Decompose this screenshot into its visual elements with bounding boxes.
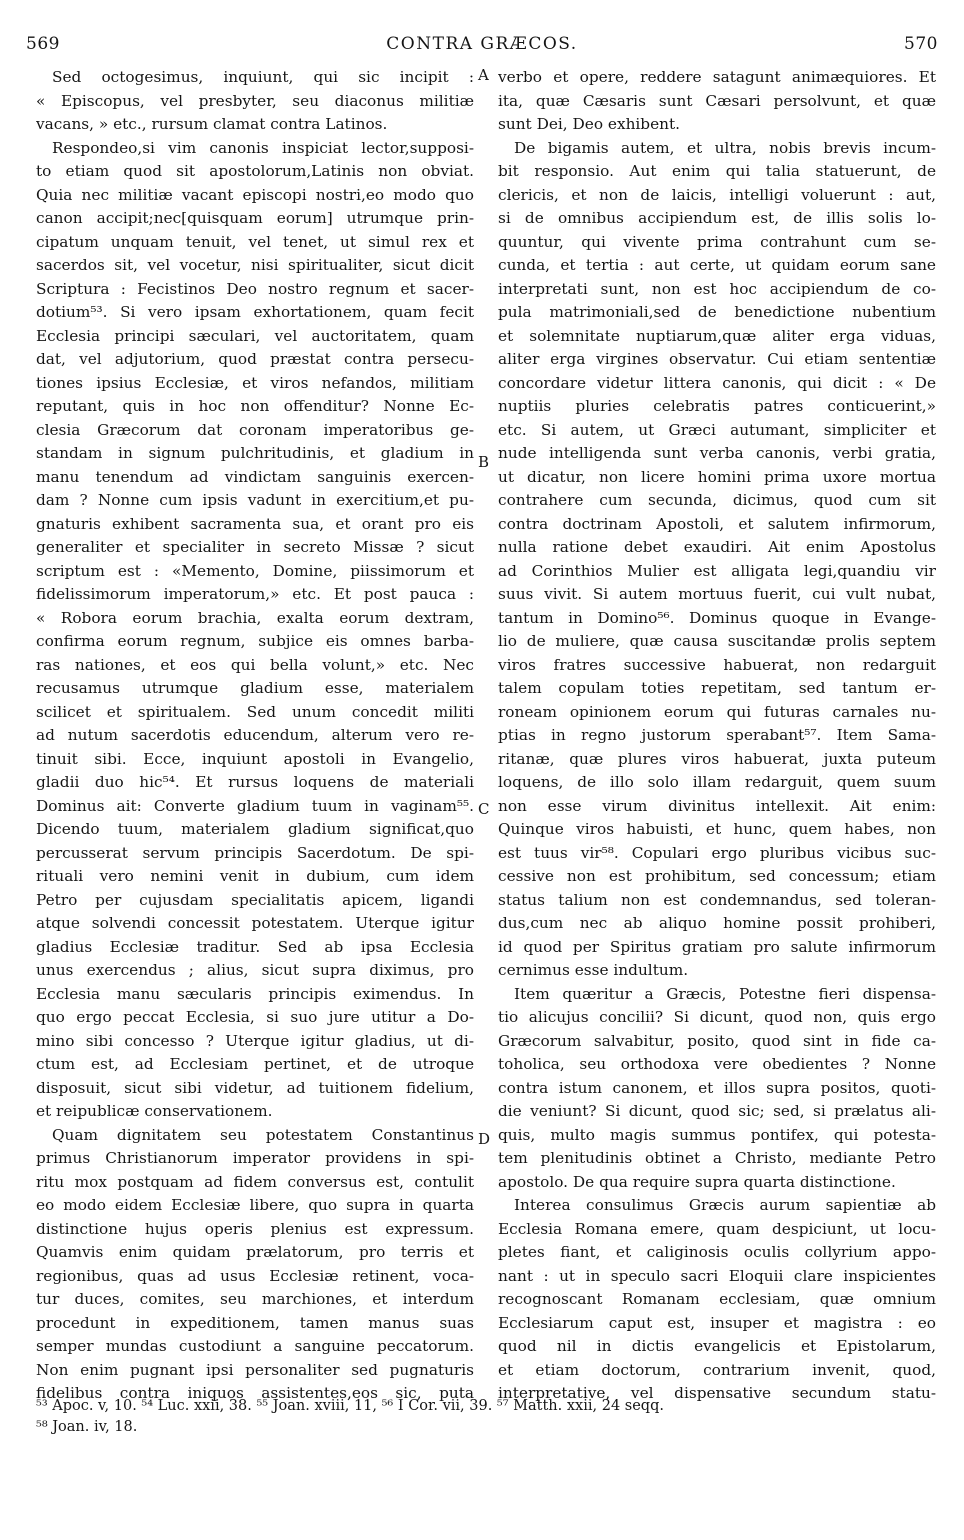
- text-line: Item quæritur a Græcis, Potestne fieri dispensa-: [514, 984, 936, 1003]
- text-line: et solemnitate nuptiarum,quæ aliter erga viduas,: [498, 326, 936, 345]
- text-line: mino sibi concesso ? Uterque igitur gladius, ut di-: [36, 1031, 474, 1050]
- text-line: Quam dignitatem seu potestatem Constantinus: [52, 1125, 474, 1144]
- text-line: procedunt in expeditionem, tamen manus suas: [36, 1313, 474, 1332]
- text-line: Quia nec militiæ vacant episcopi nostri,eo modo quo: [36, 185, 474, 204]
- text-line: viros fratres successive habuerat, non redarguit: [498, 655, 936, 674]
- text-line: Quamvis enim quidam prælatorum, pro terris et: [36, 1243, 474, 1261]
- text-line: manu tenendum ad vindictam sanguinis exercen-: [36, 467, 474, 486]
- page-number-left: 569: [26, 34, 60, 54]
- left-text-column: [36, 66, 474, 1406]
- running-title: CONTRA GRÆCOS.: [386, 34, 578, 54]
- text-line: etc. Si autem, ut Græci autumant, simpliciter et: [498, 420, 936, 439]
- page-number-right: 570: [904, 34, 938, 54]
- text-line: ut dicatur, non licere homini prima uxore mortua: [498, 467, 936, 486]
- text-line: De bigamis autem, et ultra, nobis brevis incum-: [514, 138, 936, 157]
- footnote-line: ⁵³ Apoc. v, 10. ⁵⁴ Luc. xxii, 38. ⁵⁵ Joan. xviii, 11, ⁵⁶ I Cor. vii, 39. ⁵⁷ Matth. xxii, 24 seqq.: [36, 1398, 664, 1414]
- text-line: ctum est, ad Ecclesiam pertinet, et de utroque: [36, 1055, 474, 1073]
- text-line: gladii duo hic⁵⁴. Et rursus loquens de materiali: [36, 773, 474, 791]
- text-line: Sed octogesimus, inquiunt, qui sic incipit :: [52, 68, 474, 86]
- text-line: bit responsio. Aut enim qui talia statuerunt, de: [498, 162, 936, 180]
- text-line: « Episcopus, vel presbyter, seu diaconus militiæ: [36, 91, 474, 110]
- text-line: ritanæ, quæ plures viros habuerat, juxta puteum: [498, 749, 936, 768]
- text-line: canon accipit;nec[quisquam eorum] utrumque prin-: [36, 209, 474, 227]
- text-line: verbo et opere, reddere satagunt animæquiores. Et: [498, 68, 936, 86]
- text-line: apostolo. De qua require supra quarta distinctione.: [498, 1172, 896, 1191]
- text-line: fidelissimorum imperatorum,» etc. Et post pauca :: [36, 585, 474, 603]
- margin-letter-a: A: [478, 66, 489, 84]
- text-line: atque solvendi concessit potestatem. Uterque igitur: [36, 914, 474, 932]
- text-line: tinuit sibi. Ecce, inquiunt apostoli in Evangelio,: [36, 749, 474, 768]
- text-line: toholica, seu orthodoxa vere obedientes ? Nonne: [498, 1055, 936, 1073]
- text-line: aliter erga virgines observatur. Cui etiam sententiæ: [498, 350, 936, 368]
- text-line: semper mundas custodiunt a sanguine peccatorum.: [36, 1337, 474, 1355]
- text-line: contra istum canonem, et illos supra positos, quoti-: [498, 1078, 936, 1097]
- text-line: nant : ut in speculo sacri Eloquii clare inspicientes: [498, 1266, 936, 1285]
- text-line: Dominus ait: Converte gladium tuum in vaginam⁵⁵.: [36, 796, 474, 815]
- text-line: est tuus vir⁵⁸. Copulari ergo pluribus vicibus suc-: [498, 843, 936, 862]
- text-line: recognoscant Romanam ecclesiam, quæ omnium: [498, 1290, 936, 1308]
- text-line: nulla ratione debet exaudiri. Ait enim Apostolus: [498, 538, 936, 556]
- text-line: tio alicujus concilii? Si dicunt, quod non, quis ergo: [498, 1008, 936, 1026]
- text-line: Respondeo,si vim canonis inspiciat lector,supposi-: [52, 138, 474, 157]
- text-line: et reipublicæ conservationem.: [36, 1102, 273, 1120]
- text-line: scilicet et spiritualem. Sed unum concedit militi: [36, 702, 474, 721]
- text-line: nuptiis pluries celebratis patres conticuerint,»: [498, 397, 936, 415]
- text-line: quuntur, qui vivente prima contrahunt cum se-: [498, 232, 936, 251]
- footnote-line: ⁵⁸ Joan. iv, 18.: [36, 1419, 138, 1435]
- text-line: ritu mox postquam ad fidem conversus est, contulit: [36, 1172, 474, 1191]
- text-line: sunt Dei, Deo exhibent.: [498, 115, 681, 133]
- text-line: percusserat servum principis Sacerdotum. De spi-: [36, 843, 474, 862]
- text-line: Græcorum salvabitur, posito, quod sint in fide ca-: [498, 1031, 936, 1050]
- text-line: tiones ipsius Ecclesiæ, et viros nefandos, militiam: [36, 373, 474, 392]
- text-line: loquens, de illo solo illam redarguit, quem suum: [498, 773, 936, 791]
- text-line: Petro per cujusdam specialitatis apicem, ligandi: [36, 890, 474, 909]
- text-line: confirma eorum regnum, subjice eis omnes barba-: [36, 632, 474, 650]
- text-line: dus,cum nec ab aliquo homine possit prohiberi,: [498, 914, 936, 932]
- text-line: Ecclesia manu sæcularis principis eximendus. In: [36, 984, 474, 1003]
- text-line: eo modo eidem Ecclesiæ libere, quo supra in quarta: [36, 1196, 474, 1214]
- text-line: Dicendo tuum, materialem gladium significat,quo: [36, 820, 474, 838]
- text-line: pula matrimoniali,sed de benedictione nubentium: [498, 303, 936, 321]
- text-line: die veniunt? Si dicunt, quod sic; sed, si prælatus ali-: [498, 1102, 936, 1120]
- text-line: Quinque viros habuisti, et hunc, quem habes, non: [498, 820, 936, 838]
- text-line: rituali vero nemini venit in dubium, cum idem: [36, 867, 474, 885]
- text-line: regionibus, quas ad usus Ecclesiæ retinent, voca-: [36, 1266, 474, 1285]
- text-line: id quod per Spiritus gratiam pro salute infirmorum: [498, 937, 936, 956]
- text-line: pletes fiant, et caliginosis oculis collyrium appo-: [498, 1243, 936, 1261]
- text-line: nude intelligenda sunt verba canonis, verbi gratia,: [498, 444, 936, 462]
- text-line: suus vivit. Si autem mortuus fuerit, cui vult nubat,: [498, 585, 936, 603]
- text-line: interpretati sunt, non est hoc accipiendum de co-: [498, 279, 936, 298]
- text-line: standam in signum pulchritudinis, et gladium in: [36, 444, 474, 462]
- text-line: vacans, » etc., rursum clamat contra Latinos.: [36, 115, 388, 133]
- text-line: Interea consulimus Græcis aurum sapientiæ ab: [514, 1196, 936, 1214]
- text-line: interpretative, vel dispensative secundum statu-: [498, 1384, 936, 1402]
- text-line: Ecclesia principi sæculari, vel auctoritatem, quam: [36, 326, 474, 345]
- text-line: to etiam quod sit apostolorum,Latinis non obviat.: [36, 162, 474, 180]
- text-line: non esse virum divinitus intellexit. Ait enim:: [498, 796, 936, 815]
- text-line: quo ergo peccat Ecclesia, si suo jure utitur a Do-: [36, 1008, 474, 1026]
- text-line: gnaturis exhibent sacramenta sua, et orant pro eis: [36, 514, 474, 533]
- text-line: Scriptura : Fecistinos Deo nostro regnum et sacer-: [36, 279, 474, 298]
- text-line: scriptum est : «Memento, Domine, piissimorum et: [36, 561, 474, 580]
- margin-letter-c: C: [478, 800, 490, 818]
- text-line: cipatum unquam tenuit, vel tenet, ut simul rex et: [36, 232, 474, 251]
- text-line: contrahere cum secunda, dicimus, quod cum sit: [498, 491, 936, 509]
- text-line: lio de muliere, quæ causa suscitandæ prolis septem: [498, 632, 936, 650]
- text-line: ptias in regno justorum sperabant⁵⁷. Item Sama-: [498, 726, 936, 744]
- text-line: sacerdos sit, vel vocetur, nisi spiritualiter, sicut dicit: [36, 256, 474, 274]
- text-line: clericis, et non de laicis, intelligi voluerunt : aut,: [498, 185, 936, 204]
- text-line: cunda, et tertia : aut certe, ut quidam eorum sane: [498, 256, 936, 274]
- text-line: cernimus esse indultum.: [498, 961, 689, 979]
- text-line: clesia Græcorum dat coronam imperatoribus ge-: [36, 420, 474, 439]
- text-line: contra doctrinam Apostoli, et salutem infirmorum,: [498, 514, 936, 533]
- text-line: tem plenitudinis obtinet a Christo, mediante Petro: [498, 1149, 936, 1167]
- text-line: talem copulam toties repetitam, sed tantum er-: [498, 679, 936, 697]
- text-line: disposuit, sicut sibi videtur, ad tuitionem fidelium,: [36, 1078, 474, 1097]
- text-line: ad Corinthios Mulier est alligata legi,quandiu vir: [498, 561, 936, 580]
- text-line: gladius Ecclesiæ traditur. Sed ab ipsa Ecclesia: [36, 937, 474, 956]
- text-line: recusamus utrumque gladium esse, materialem: [36, 679, 474, 697]
- text-line: unus exercendus ; alius, sicut supra diximus, pro: [36, 961, 474, 979]
- right-text-column: [498, 66, 936, 1406]
- text-line: Ecclesia Romana emere, quam despiciunt, ut locu-: [498, 1219, 936, 1238]
- text-line: reputant, quis in hoc non offenditur? Nonne Ec-: [36, 397, 474, 415]
- running-header: [26, 34, 938, 58]
- margin-letter-b: B: [478, 453, 490, 471]
- text-line: Ecclesiarum caput est, insuper et magistra : eo: [498, 1313, 936, 1332]
- text-line: primus Christianorum imperator providens in spi-: [36, 1149, 474, 1167]
- text-line: generaliter et specialiter in secreto Missæ ? sicut: [36, 538, 474, 556]
- text-line: dotium⁵³. Si vero ipsam exhortationem, quam fecit: [36, 303, 474, 321]
- text-line: distinctione hujus operis plenius est expressum.: [36, 1219, 474, 1238]
- text-line: ita, quæ Cæsaris sunt Cæsari persolvunt, et quæ: [498, 91, 936, 110]
- text-line: ad nutum sacerdotis educendum, alterum vero re-: [36, 726, 474, 744]
- text-line: Non enim pugnant ipsi personaliter sed pugnaturis: [36, 1360, 474, 1379]
- text-line: tantum in Domino⁵⁶. Dominus quoque in Evange-: [498, 608, 936, 627]
- text-line: concordare videtur littera canonis, qui dicit : « De: [498, 373, 936, 392]
- text-line: quis, multo magis summus pontifex, qui potesta-: [498, 1125, 936, 1144]
- text-line: fidelibus contra iniquos assistentes,eos sic, puta: [36, 1384, 474, 1402]
- text-line: tur duces, comites, seu marchiones, et interdum: [36, 1290, 474, 1308]
- margin-letter-d: D: [478, 1130, 491, 1148]
- text-line: « Robora eorum brachia, exalta eorum dextram,: [36, 608, 474, 627]
- text-line: quod nil in dictis evangelicis et Epistolarum,: [498, 1337, 936, 1355]
- text-line: si de omnibus accipiendum est, de illis solis lo-: [498, 209, 936, 227]
- text-line: et etiam doctorum, contrarium invenit, quod,: [498, 1360, 936, 1379]
- footnotes: [36, 1396, 936, 1438]
- text-line: ras nationes, et eos qui bella volunt,» etc. Nec: [36, 655, 474, 674]
- text-line: roneam opinionem eorum qui futuras carnales nu-: [498, 702, 936, 721]
- text-line: status talium non est condemnandus, sed toleran-: [498, 890, 936, 909]
- text-line: dam ? Nonne cum ipsis vadunt in exercitium,et pu-: [36, 491, 474, 509]
- text-line: dat, vel adjutorium, quod præstat contra persecu-: [36, 350, 474, 368]
- text-line: cessive non est prohibitum, sed concessum; etiam: [498, 867, 936, 885]
